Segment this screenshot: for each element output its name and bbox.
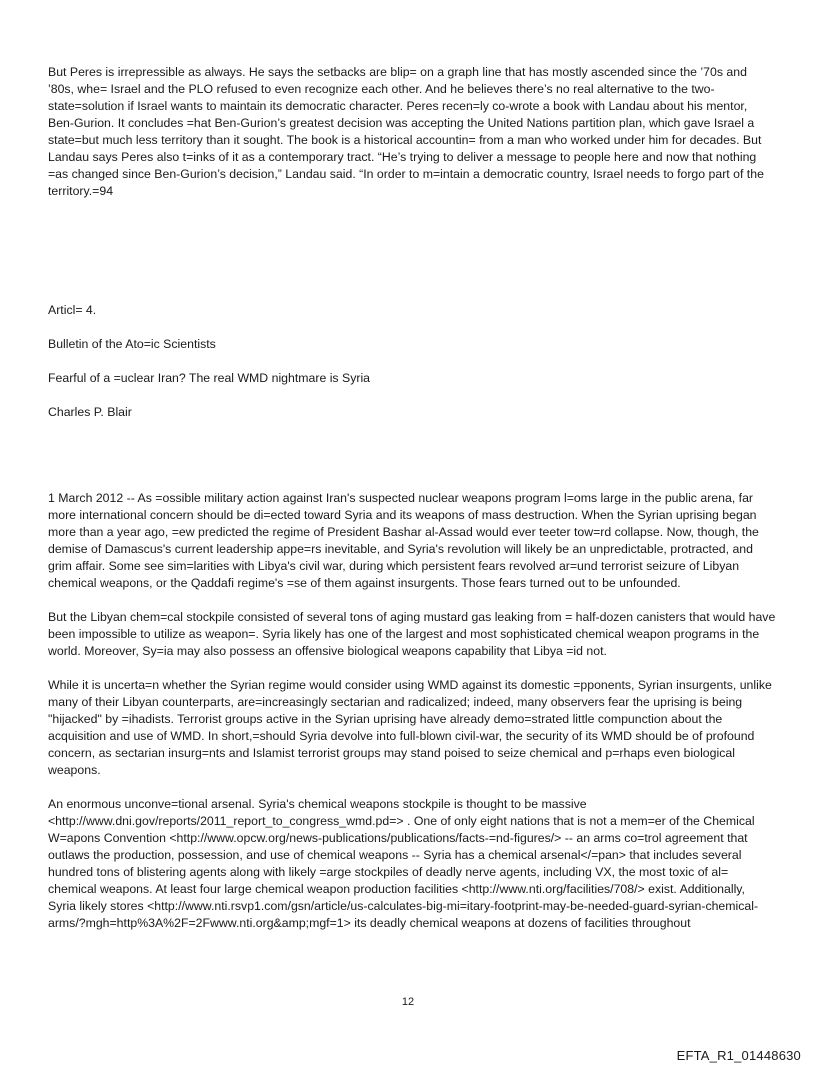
article-headline: Fearful of a =uclear Iran? The real WMD nightmare is Syria (48, 371, 371, 385)
paragraph-body-4: An enormous unconve=tional arsenal. Syria's chemical weapons stockpile is thought to be massive <http://www.dni.gov/reports/2011_report_to_congress_wmd.pd=> . One of only eight nations that is not a mem=er of the Chemical W=apons Convention <http://www.opcw.org/news-publications/publications/facts-=nd-figures/> -- an arms co=trol agreement that outlaws the production, possession, and use of chemical weapons -- Syria has a chemical arsenal</=pan> that includes several hundred tons of blistering agents along with likely =arge stockpiles of deadly nerve agents, including VX, the most toxic of al= chemical weapons. At least four large chemical weapon production facilities <http://www.nti.org/facilities/708/> exist. Additionally, Syria likely stores <http://www.nti.rsvp1.com/gsn/article/us-calculates-big-mi=itary-footprint-may-be-needed-guard-syrian-chemical-arms/?mgh=http%3A%2F=2Fwww.nti.org&amp;mgf=1> its deadly chemical weapons at dozens of facilities throughout (48, 797, 759, 930)
document-page (48, 64, 776, 932)
paragraph-body-3: While it is uncerta=n whether the Syrian regime would consider using WMD against its domestic =pponents, Syrian insurgents, unlike many of their Libyan counterparts, are=increasingly sectarian and radicalized; indeed, many observers fear the uprising is being "hijacked" by =ihadists. Terrorist groups active in the Syrian uprising have already demo=strated little compunction about the acquisition and use of WMD. In short,=should Syria devolve into full-blown civil-war, the security of its WMD should be of profound concern, as sectarian insurg=nts and Islamist terrorist groups may stand poised to seize chemical and p=rhaps even biological weapons. (48, 678, 772, 777)
article-number: Articl= 4. (48, 303, 97, 317)
spacer (48, 779, 776, 796)
paragraph-body-2: But the Libyan chem=cal stockpile consisted of several tons of aging mustard gas leaking from = half-dozen canisters that would have been impossible to utilize as weapon=. Syria likely has one of the largest and most sophisticated chemical weapon programs in the world. Moreover, Sy=ia may also possess an offensive biological weapons capability that Libya =id not. (48, 610, 776, 658)
article-author: Charles P. Blair (48, 405, 132, 419)
page-number: 12 (401, 996, 415, 1008)
paragraph-peres: But Peres is irrepressible as always. He says the setbacks are blip= on a graph line that has mostly ascended since the ’70s and ’80s, whe= Israel and the PLO refused to even recognize each other. And he believes there’s no real alternative to the two-state=solution if Israel wants to maintain its democratic character. Peres recen=ly co-wrote a book with Landau about his mentor, Ben-Gurion. It concludes =hat Ben-Gurion’s greatest decision was accepting the United Nations partition plan, which gave Israel a state=but much less territory than it sought. The book is a historical accountin= from a man who worked under him for decades. But Landau says Peres also t=inks of it as a contemporary tract. “He’s trying to deliver a message to people here and now that nothing =as changed since Ben-Gurion’s decision,” Landau said. “In order to m=intain a democratic country, Israel needs to forgo part of the territory.=94 (48, 65, 764, 198)
spacer (48, 200, 776, 302)
spacer (48, 660, 776, 677)
spacer (48, 438, 776, 490)
spacer (48, 592, 776, 609)
article-source: Bulletin of the Ato=ic Scientists (48, 337, 216, 351)
paragraph-body-1: 1 March 2012 -- As =ossible military action against Iran's suspected nuclear weapons program l=oms large in the public arena, far more international concern should be di=ected toward Syria and its weapons of mass destruction. When the Syrian uprising began more than a year ago, =ew predicted the regime of President Bashar al-Assad would ever teeter tow=rd collapse. Now, though, the demise of Damascus's current leadership appe=rs inevitable, and Syria's revolution will likely be an unpredictable, protracted, and grim affair. Some see sim=larities with Libya's civil war, during which persistent fears revolved ar=und terrorist seizure of Libyan chemical weapons, or the Qaddafi regime's =se of them against insurgents. Those fears turned out to be unfounded. (48, 491, 759, 590)
document-id: EFTA_R1_01448630 (676, 1048, 801, 1063)
